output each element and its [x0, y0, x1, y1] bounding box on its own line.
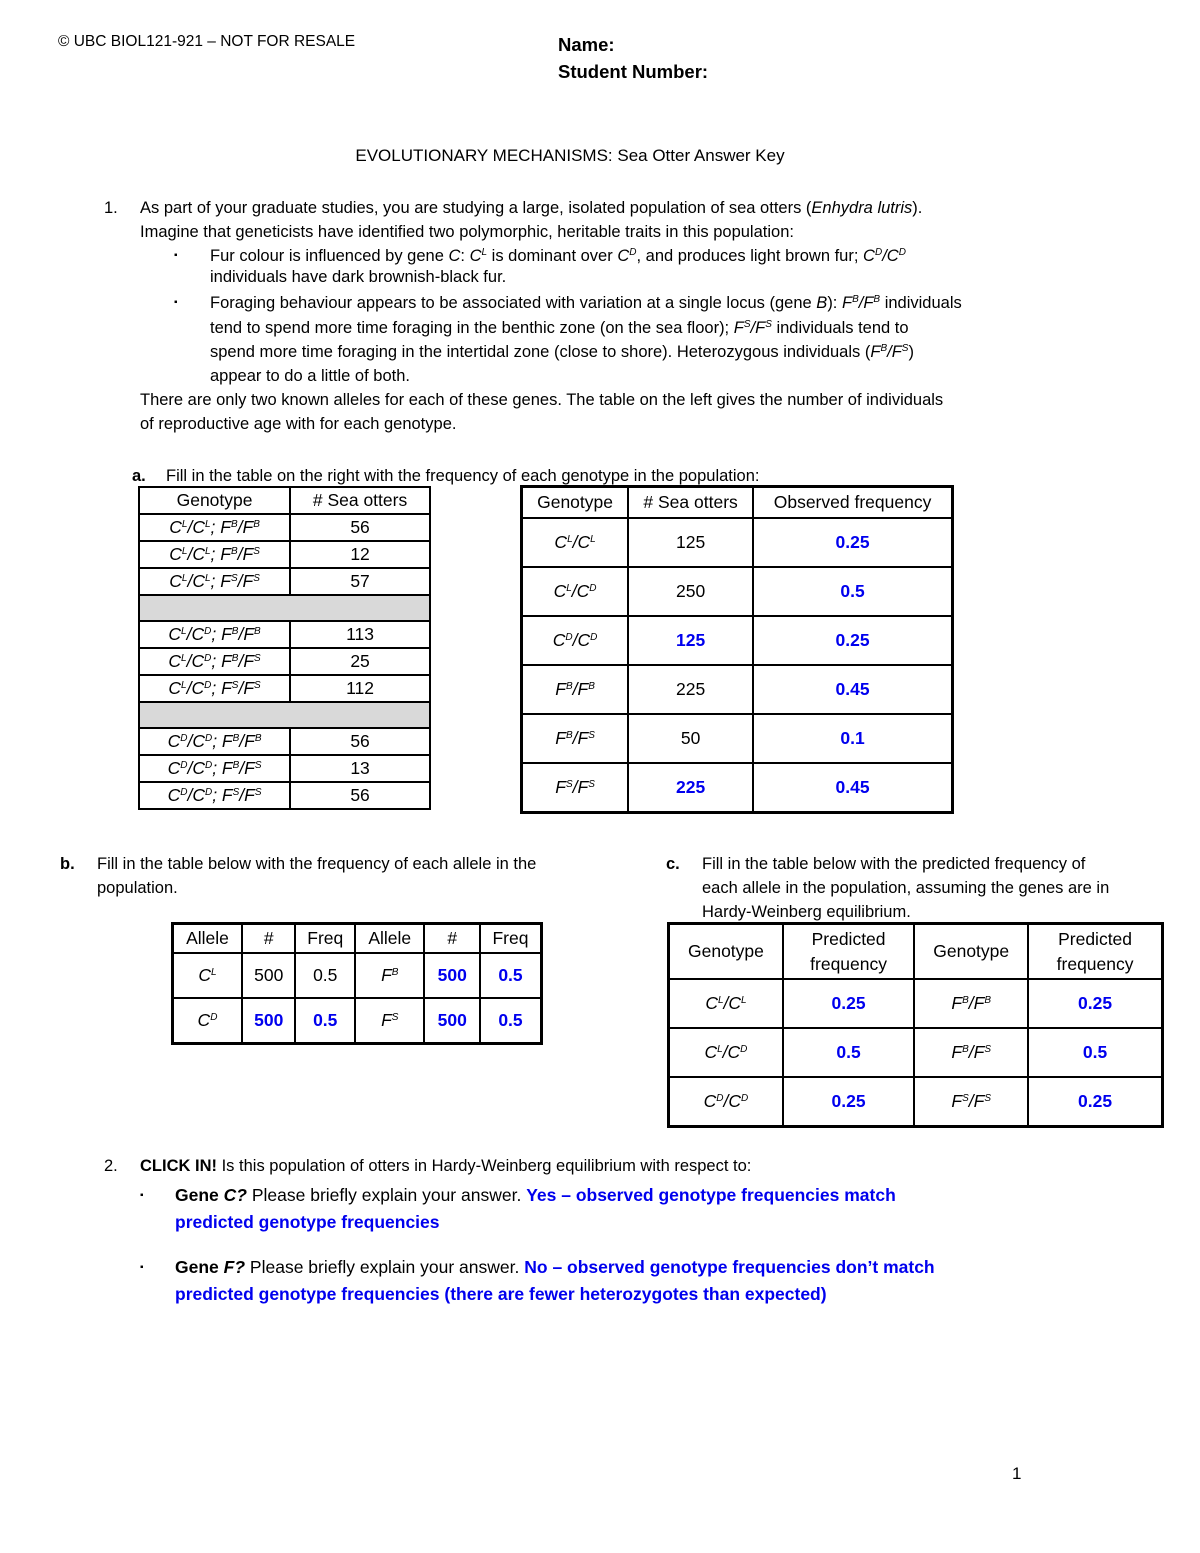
part-c-line1: Fill in the table below with the predicted frequency of [702, 855, 1086, 873]
bullet1-line1: Fur colour is influenced by gene C: $C^L$ is dominant over $C^D$, and produces light brown fur; $C^D/C^D$ [210, 247, 906, 265]
genotype-label: $F^B/F^S$ [951, 1042, 991, 1062]
table-row [669, 979, 1163, 1028]
allele-cell: $C^L$ [173, 953, 242, 998]
table-row [522, 518, 953, 567]
separator-row [139, 702, 430, 728]
genotype-label: $F^B/F^S$ [221, 758, 262, 778]
genotype-cell [914, 979, 1028, 1028]
q1-closing-line2: of reproductive age with for each genotype. [140, 415, 457, 433]
genotype-label: $C^D/C^D$ [703, 1091, 749, 1111]
bullet-icon: ▪ [174, 250, 178, 261]
shaded-cell [139, 702, 430, 728]
allele-cell: $F^B$ [355, 953, 424, 998]
predicted-frequency-answer: 0.25 [783, 1077, 914, 1127]
column-header: Freq [295, 924, 355, 954]
genotype-label: $C^D/C^D$; $F^B/F^B$ [167, 731, 262, 751]
observed-frequency-table [520, 485, 954, 814]
count-cell: 112 [290, 675, 430, 702]
allele-frequency-table [171, 922, 543, 1045]
genotype-label: $C^L/C^D$ [553, 581, 597, 601]
table-row [522, 616, 953, 665]
observed-frequency-answer: 0.5 [753, 567, 952, 616]
predicted-frequency-answer: 0.25 [1028, 1077, 1162, 1127]
observed-frequency-answer: 0.25 [753, 616, 952, 665]
genotype-label: $C^L/C^L$ [705, 993, 747, 1013]
count-cell: 56 [290, 728, 430, 755]
separator-row [139, 595, 430, 621]
genotype-label: $F^B/F^B$ [951, 993, 991, 1013]
genotype-label: $F^B/F^B$ [221, 624, 261, 644]
part-b-line2: population. [97, 879, 178, 897]
genotype-cell [139, 648, 290, 675]
table-header-row [139, 487, 430, 514]
gene-f-answer: No – observed genotype frequencies don’t match [524, 1257, 935, 1277]
column-header: Predicted frequency [783, 924, 914, 980]
column-header: Genotype [914, 924, 1028, 980]
part-a-label: a. [132, 467, 146, 485]
count-cell: 13 [290, 755, 430, 782]
observed-frequency-answer: 0.25 [753, 518, 952, 567]
table-row [139, 755, 430, 782]
genotype-cell [139, 755, 290, 782]
gene-c-question: Gene C? Please briefly explain your answer. Yes – observed genotype frequencies match [175, 1185, 896, 1205]
bullet2-line2: tend to spend more time foraging in the benthic zone (on the sea floor); $F^S/F^S$ individuals tend to [210, 319, 909, 337]
genotype-cell [522, 714, 629, 763]
count-cell: 56 [290, 782, 430, 809]
genotype-cell [139, 728, 290, 755]
bullet-icon: ▪ [174, 297, 178, 308]
table-row [522, 763, 953, 813]
table-row [139, 782, 430, 809]
genotype-label: $C^D/C^D$ [167, 758, 213, 778]
click-in-label: CLICK IN! [140, 1157, 217, 1175]
table-row [139, 568, 430, 595]
genotype-label: $F^B/F^B$ [221, 731, 262, 751]
bullet2-line1: Foraging behaviour appears to be associated with variation at a single locus (gene B): $F^B/F^B$ individuals [210, 294, 962, 312]
allele-frequency-answer: 0.5 [480, 998, 542, 1044]
genotype-label: $F^B/F^S$ [555, 728, 595, 748]
part-c-label: c. [666, 855, 680, 873]
genotype-label: $F^S/F^S$ [221, 678, 261, 698]
genotype-label: $F^B/F^S$ [220, 544, 260, 564]
student-number-label: Student Number: [558, 61, 709, 82]
column-header: # Sea otters [628, 487, 753, 519]
genotype-label: $C^L/C^D$ [704, 1042, 748, 1062]
table-header-row [522, 487, 953, 519]
part-a-text: Fill in the table on the right with the frequency of each genotype in the population: [166, 467, 760, 485]
allele-count-answer: 500 [424, 998, 479, 1044]
genotype-cell [139, 568, 290, 595]
column-header: Observed frequency [753, 487, 952, 519]
genotype-cell [522, 518, 629, 567]
name-label: Name: [558, 34, 615, 55]
genotype-label: $F^B/F^B$ [220, 517, 260, 537]
genotype-cell [139, 514, 290, 541]
allele-cell: $C^D$ [173, 998, 242, 1044]
genotype-label: $F^S/F^S$ [220, 571, 260, 591]
q2-number: 2. [104, 1157, 118, 1175]
count-cell: 250 [628, 567, 753, 616]
column-header: Freq [480, 924, 542, 954]
column-header: Predicted frequency [1028, 924, 1162, 980]
genotype-label: $C^D/C^D$ [167, 731, 213, 751]
table-row [669, 1028, 1163, 1077]
genotype-label: $C^D/C^D$ [167, 785, 213, 805]
genotype-label: $C^L/C^D$; $F^B/F^B$ [168, 624, 261, 644]
genotype-label: $C^L/C^D$; $F^S/F^S$ [168, 678, 261, 698]
predicted-frequency-answer: 0.25 [783, 979, 914, 1028]
allele-count-answer: 500 [424, 953, 479, 998]
count-cell: 225 [628, 665, 753, 714]
table-row [139, 514, 430, 541]
observed-frequency-answer: 0.1 [753, 714, 952, 763]
genotype-label: $C^D/C^D$; $F^B/F^S$ [167, 758, 262, 778]
genotype-label: $C^L/C^D$ [168, 678, 212, 698]
table-row [139, 675, 430, 702]
genotype-cell [914, 1077, 1028, 1127]
part-c-line3: Hardy-Weinberg equilibrium. [702, 903, 911, 921]
q2-question: CLICK IN! Is this population of otters in Hardy-Weinberg equilibrium with respect to: [140, 1157, 752, 1175]
genotype-cell [139, 541, 290, 568]
copyright-notice: © UBC BIOL121-921 – NOT FOR RESALE [58, 33, 356, 50]
table-row [139, 621, 430, 648]
column-header: # [424, 924, 479, 954]
predicted-frequency-table [667, 922, 1164, 1128]
bullet2-line3: spend more time foraging in the intertidal zone (close to shore). Heterozygous individuals $(F^B/F^S)$ [210, 343, 914, 361]
gene-c-answer-line2: predicted genotype frequencies [175, 1212, 440, 1232]
part-b-label: b. [60, 855, 75, 873]
genotype-cell [669, 1028, 783, 1077]
genotype-cell [522, 763, 629, 813]
q1-number: 1. [104, 199, 118, 217]
genotype-cell [139, 675, 290, 702]
table-row [522, 665, 953, 714]
genotype-label: $C^L/C^D$ [168, 624, 212, 644]
column-header: Allele [173, 924, 242, 954]
bullet-icon: ▪ [140, 1190, 144, 1201]
table-row [139, 728, 430, 755]
part-c-line2: each allele in the population, assuming the genes are in [702, 879, 1110, 897]
count-cell: 125 [628, 518, 753, 567]
observed-frequency-answer: 0.45 [753, 763, 952, 813]
q1-intro-line1: As part of your graduate studies, you are studying a large, isolated population of sea otters (Enhydra lutris). [140, 199, 923, 217]
count-cell: 25 [290, 648, 430, 675]
gene-f-answer-line2: predicted genotype frequencies (there are fewer heterozygotes than expected) [175, 1284, 827, 1304]
allele-frequency-cell: 0.5 [295, 998, 355, 1044]
bullet2-line4: appear to do a little of both. [210, 367, 410, 385]
column-header: Genotype [522, 487, 629, 519]
observed-frequency-answer: 0.45 [753, 665, 952, 714]
gene-f-question: Gene F? Please briefly explain your answer. No – observed genotype frequencies don’t match [175, 1257, 935, 1277]
column-header: Genotype [139, 487, 290, 514]
genotype-cell [669, 1077, 783, 1127]
column-header: Genotype [669, 924, 783, 980]
genotype-label: $C^L/C^L$ [554, 532, 596, 552]
genotype-label: $C^L/C^L$; $F^S/F^S$ [169, 571, 260, 591]
genotype-cell [669, 979, 783, 1028]
genotype-label: $C^L/C^L$ [169, 544, 211, 564]
count-cell: 12 [290, 541, 430, 568]
q1-intro-line2: Imagine that geneticists have identified two polymorphic, heritable traits in this population: [140, 223, 794, 241]
predicted-frequency-answer: 0.25 [1028, 979, 1162, 1028]
table-row [173, 953, 542, 998]
genotype-cell [522, 567, 629, 616]
genotype-label: $C^L/C^L$; $F^B/F^S$ [169, 544, 260, 564]
table-row [139, 541, 430, 568]
part-b-line1: Fill in the table below with the frequency of each allele in the [97, 855, 537, 873]
page-number: 1 [1012, 1464, 1022, 1483]
bullet1-line2: individuals have dark brownish-black fur. [210, 268, 507, 286]
gene-c-answer: Yes – observed genotype frequencies match [526, 1185, 896, 1205]
table-row [522, 567, 953, 616]
genotype-label: $F^B/F^B$ [555, 679, 595, 699]
genotype-count-table [138, 486, 431, 810]
table-row [669, 1077, 1163, 1127]
column-header: Allele [355, 924, 424, 954]
genotype-label: $F^B/F^S$ [221, 651, 261, 671]
bullet-icon: ▪ [140, 1262, 144, 1273]
count-cell: 125 [628, 616, 753, 665]
column-header: # Sea otters [290, 487, 430, 514]
allele-cell: $F^S$ [355, 998, 424, 1044]
table-row [139, 648, 430, 675]
genotype-label: $F^S/F^S$ [221, 785, 262, 805]
allele-frequency-answer: 0.5 [480, 953, 542, 998]
table-header-row [173, 924, 542, 954]
allele-count-cell: 500 [242, 953, 296, 998]
genotype-label: $C^L/C^L$ [169, 517, 211, 537]
count-cell: 50 [628, 714, 753, 763]
genotype-cell [914, 1028, 1028, 1077]
table-header-row [669, 924, 1163, 980]
q1-closing-line1: There are only two known alleles for each of these genes. The table on the left gives the number of individuals [140, 391, 944, 409]
genotype-cell [522, 665, 629, 714]
genotype-label: $C^L/C^L$ [169, 571, 211, 591]
predicted-frequency-answer: 0.5 [783, 1028, 914, 1077]
genotype-label: $F^S/F^S$ [951, 1091, 991, 1111]
page-title: EVOLUTIONARY MECHANISMS: Sea Otter Answer Key [355, 146, 785, 165]
count-cell: 56 [290, 514, 430, 541]
genotype-cell [139, 782, 290, 809]
allele-count-cell: 500 [242, 998, 296, 1044]
genotype-label: $C^L/C^D$ [168, 651, 212, 671]
genotype-label: $C^L/C^L$; $F^B/F^B$ [169, 517, 260, 537]
table-row [522, 714, 953, 763]
count-cell: 57 [290, 568, 430, 595]
count-cell: 113 [290, 621, 430, 648]
genotype-label: $C^D/C^D$ [552, 630, 598, 650]
column-header: # [242, 924, 296, 954]
genotype-cell [139, 621, 290, 648]
genotype-label: $C^D/C^D$; $F^S/F^S$ [167, 785, 262, 805]
genotype-label: $C^L/C^D$; $F^B/F^S$ [168, 651, 261, 671]
table-row [173, 998, 542, 1044]
genotype-cell [522, 616, 629, 665]
shaded-cell [139, 595, 430, 621]
predicted-frequency-answer: 0.5 [1028, 1028, 1162, 1077]
genotype-label: $F^S/F^S$ [555, 777, 595, 797]
allele-frequency-cell: 0.5 [295, 953, 355, 998]
species-name: Enhydra lutris [811, 199, 913, 217]
count-cell: 225 [628, 763, 753, 813]
